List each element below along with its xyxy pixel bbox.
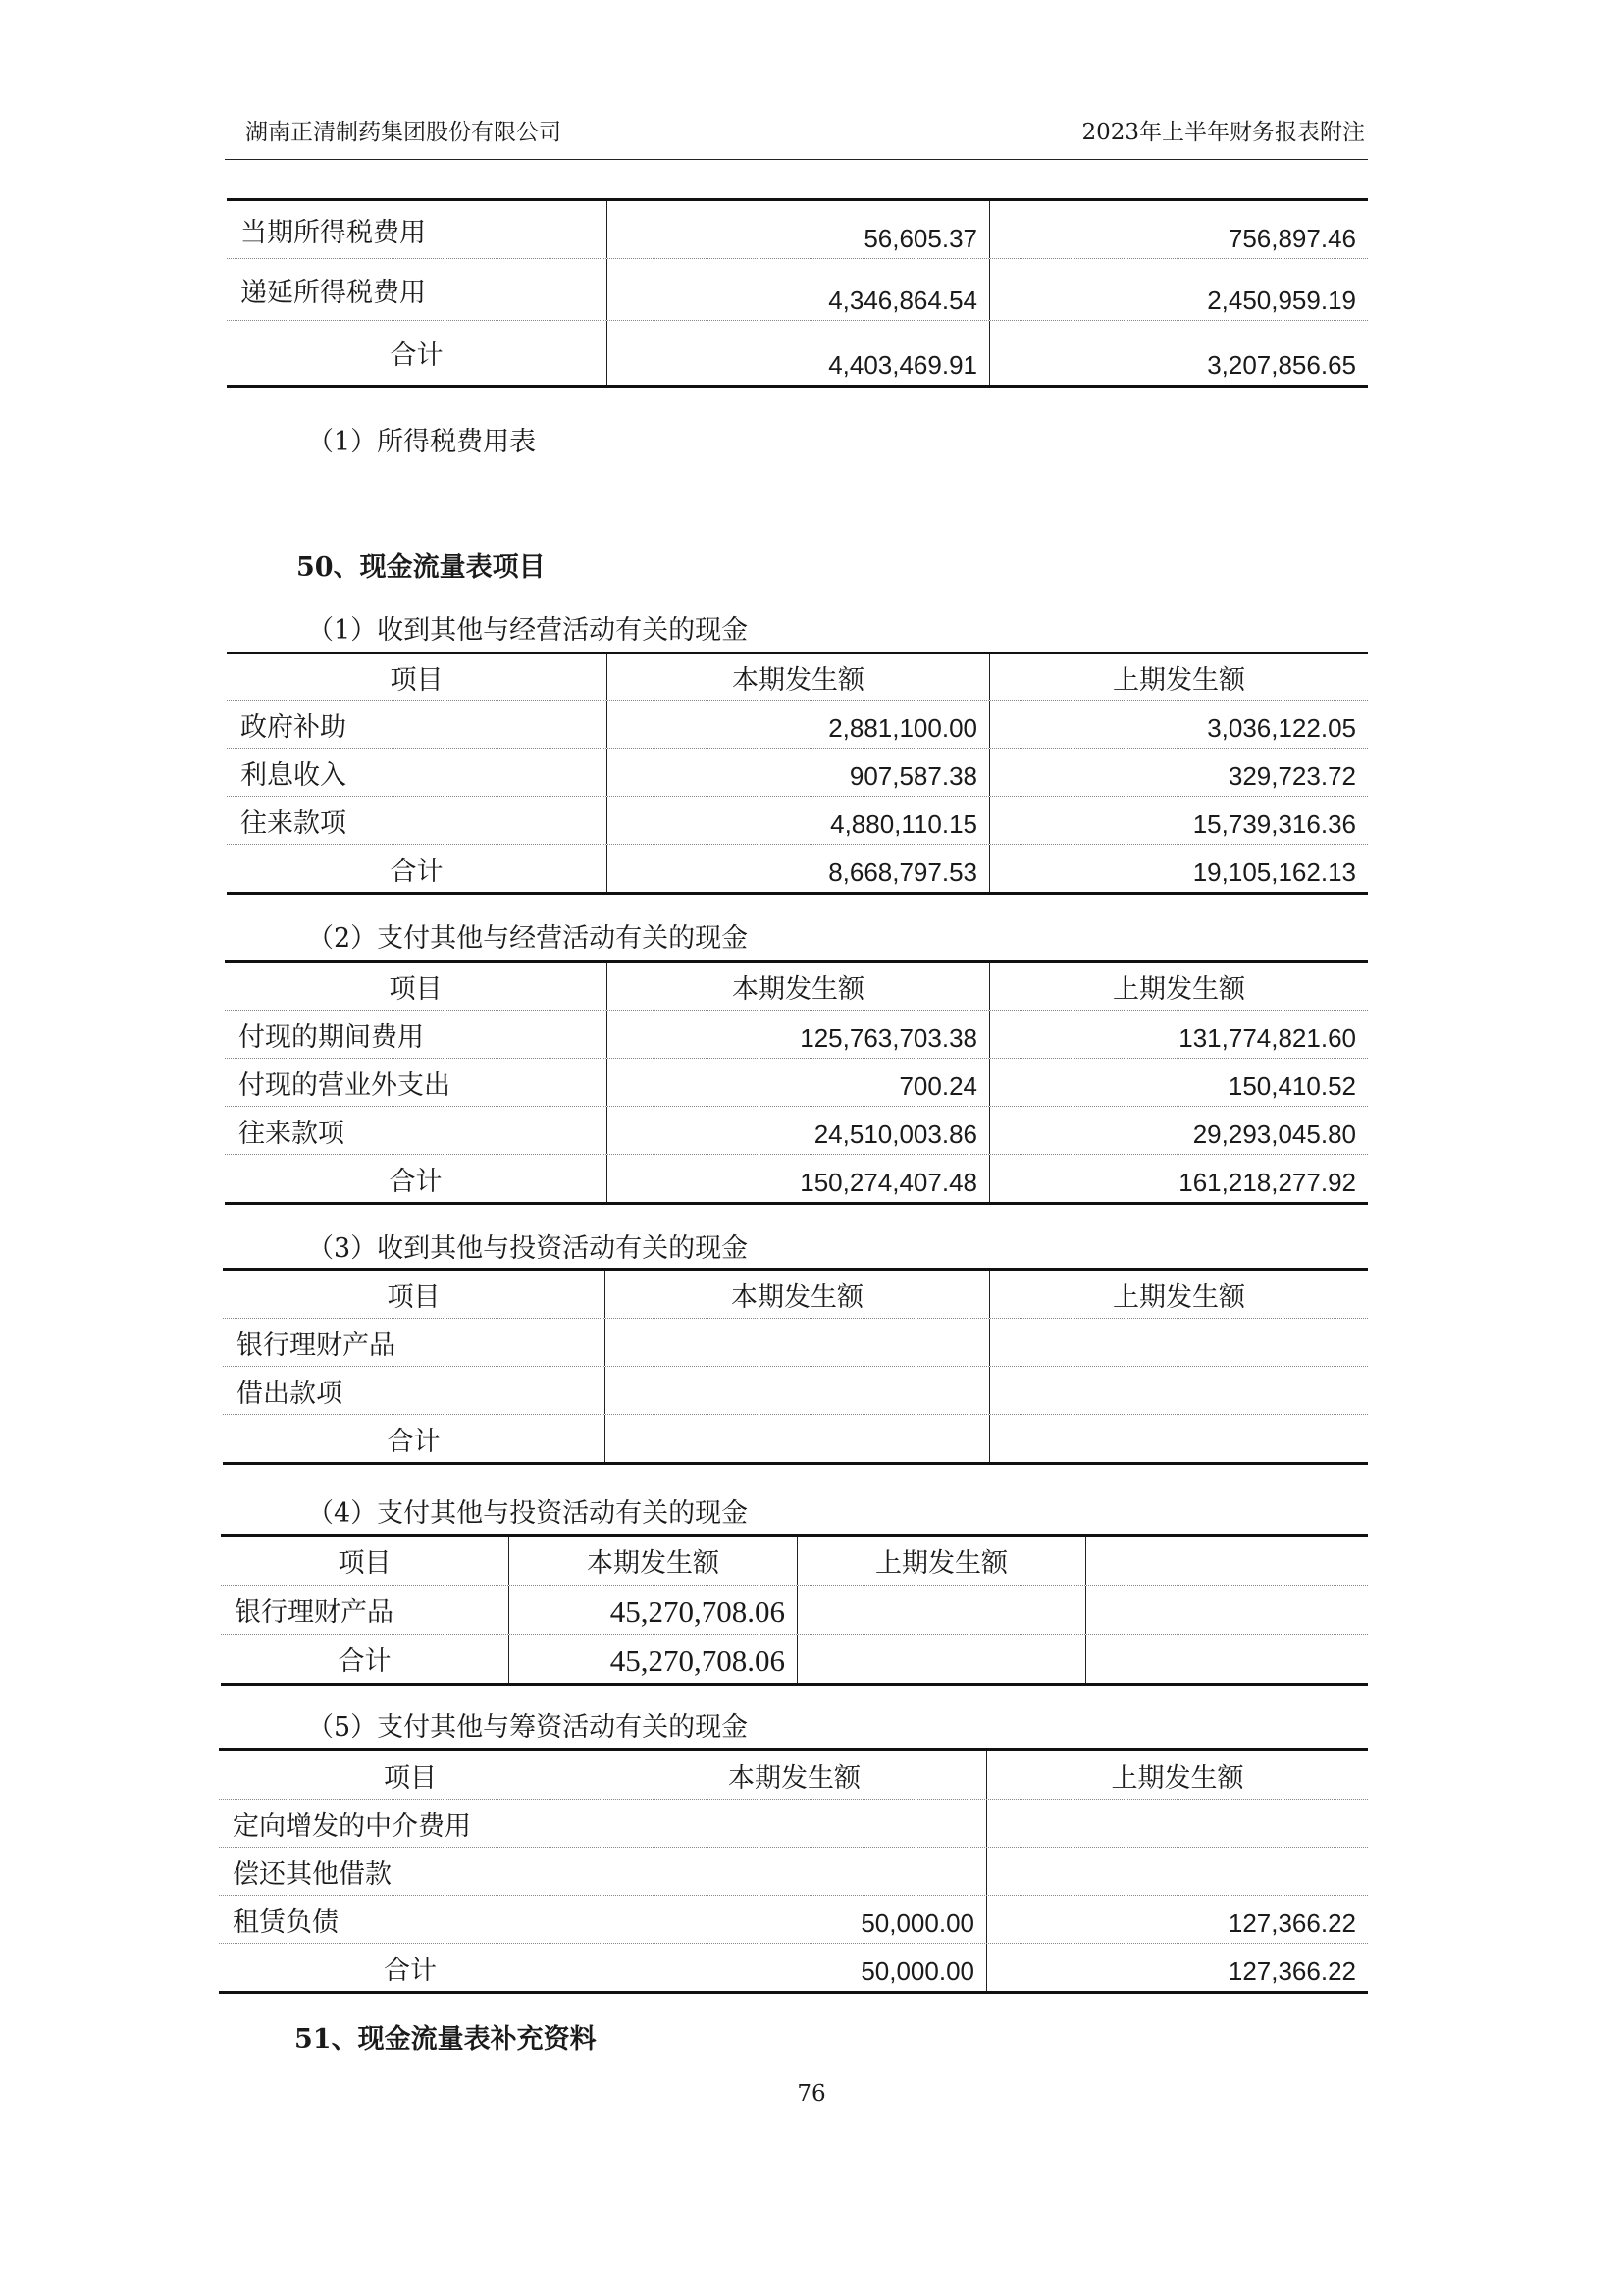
table-row <box>223 1319 1368 1367</box>
row-label: 利息收入 <box>240 759 346 791</box>
table-row <box>225 1011 1368 1059</box>
company-name: 湖南正清制药集团股份有限公司 <box>245 120 561 145</box>
row-label: 政府补助 <box>240 711 346 743</box>
current-value <box>604 1415 989 1462</box>
col-header-current: 本期发生额 <box>604 1271 989 1318</box>
table-header-row <box>227 654 1368 701</box>
row-label: 合计 <box>390 856 444 887</box>
prior-value: 3,207,856.65 <box>989 321 1368 385</box>
col-header-prior: 上期发生额 <box>797 1537 1085 1585</box>
header-rule <box>225 159 1368 160</box>
table-title: （3）收到其他与投资活动有关的现金 <box>307 1233 749 1264</box>
table-title: （2）支付其他与经营活动有关的现金 <box>307 923 749 954</box>
table-row-total <box>227 321 1368 385</box>
current-value <box>604 1367 989 1414</box>
row-label: 合计 <box>389 1166 443 1197</box>
table-row <box>221 1586 1368 1635</box>
row-label: 偿还其他借款 <box>233 1858 392 1890</box>
prior-value <box>986 1848 1368 1895</box>
row-label: 递延所得税费用 <box>240 277 426 308</box>
table-row <box>225 1059 1368 1107</box>
cash-flow-table-1 <box>227 652 1368 895</box>
prior-value <box>797 1586 1085 1634</box>
prior-value: 19,105,162.13 <box>989 845 1368 892</box>
empty-column <box>1085 1537 1368 1585</box>
row-label: 银行理财产品 <box>235 1597 393 1628</box>
prior-value <box>986 1800 1368 1847</box>
table-row-total <box>223 1415 1368 1462</box>
empty-cell <box>1085 1635 1368 1683</box>
prior-value: 3,036,122.05 <box>989 701 1368 748</box>
prior-value: 131,774,821.60 <box>989 1011 1368 1058</box>
prior-value <box>797 1635 1085 1683</box>
current-value: 50,000.00 <box>602 1896 986 1943</box>
table-row <box>227 201 1368 259</box>
prior-value: 127,366.22 <box>986 1896 1368 1943</box>
table-row-total <box>219 1944 1368 1991</box>
table-row-total <box>225 1155 1368 1202</box>
page-number: 76 <box>797 2081 826 2107</box>
report-title: 2023年上半年财务报表附注 <box>1081 120 1365 145</box>
row-label: 合计 <box>390 340 444 371</box>
col-header-item: 项目 <box>384 1762 437 1794</box>
prior-value: 161,218,277.92 <box>989 1155 1368 1202</box>
cash-flow-table-5 <box>219 1748 1368 1994</box>
table-row-total <box>227 845 1368 892</box>
current-value: 907,587.38 <box>606 749 989 796</box>
current-value: 4,403,469.91 <box>606 321 989 385</box>
prior-value: 127,366.22 <box>986 1944 1368 1991</box>
prior-value: 150,410.52 <box>989 1059 1368 1106</box>
col-header-prior: 上期发生额 <box>986 1751 1368 1799</box>
current-value: 45,270,708.06 <box>508 1635 797 1683</box>
prior-value <box>989 1415 1368 1462</box>
cash-flow-table-2 <box>225 960 1368 1205</box>
tax-expense-subtitle: （1）所得税费用表 <box>307 427 537 457</box>
current-value <box>602 1800 986 1847</box>
cash-flow-table-4 <box>221 1534 1368 1686</box>
table-header-row <box>225 963 1368 1011</box>
prior-value: 756,897.46 <box>989 201 1368 258</box>
current-value: 56,605.37 <box>606 201 989 258</box>
current-value: 4,346,864.54 <box>606 259 989 320</box>
table-row <box>219 1800 1368 1848</box>
row-label: 银行理财产品 <box>236 1330 395 1361</box>
row-label: 定向增发的中介费用 <box>233 1810 471 1842</box>
table-row <box>227 259 1368 321</box>
row-label: 往来款项 <box>240 808 346 839</box>
row-label: 当期所得税费用 <box>240 217 426 248</box>
row-label: 合计 <box>387 1426 441 1457</box>
row-label: 付现的营业外支出 <box>238 1070 450 1101</box>
current-value: 125,763,703.38 <box>606 1011 989 1058</box>
current-value: 50,000.00 <box>602 1944 986 1991</box>
cash-flow-table-3 <box>223 1268 1368 1465</box>
current-value: 150,274,407.48 <box>606 1155 989 1202</box>
col-header-item: 项目 <box>390 664 444 696</box>
row-label: 合计 <box>338 1646 392 1677</box>
col-header-item: 项目 <box>387 1281 441 1313</box>
table-row <box>223 1367 1368 1415</box>
col-header-current: 本期发生额 <box>606 963 989 1010</box>
section-title: 51、现金流量表补充资料 <box>294 2024 597 2055</box>
table-row <box>225 1107 1368 1155</box>
table-header-row <box>223 1271 1368 1319</box>
col-header-prior: 上期发生额 <box>989 654 1368 700</box>
current-value: 4,880,110.15 <box>606 797 989 844</box>
row-label: 付现的期间费用 <box>238 1021 424 1053</box>
col-header-item: 项目 <box>389 973 443 1005</box>
prior-value <box>989 1367 1368 1414</box>
income-tax-table <box>227 198 1368 388</box>
current-value: 45,270,708.06 <box>508 1586 797 1634</box>
table-title: （4）支付其他与投资活动有关的现金 <box>307 1498 749 1529</box>
prior-value: 329,723.72 <box>989 749 1368 796</box>
current-value <box>604 1319 989 1366</box>
table-row <box>227 701 1368 749</box>
table-title: （5）支付其他与筹资活动有关的现金 <box>307 1712 749 1743</box>
table-row-total <box>221 1635 1368 1683</box>
table-row <box>227 797 1368 845</box>
table-title: （1）收到其他与经营活动有关的现金 <box>307 615 749 646</box>
row-label: 租赁负债 <box>233 1906 339 1938</box>
current-value: 2,881,100.00 <box>606 701 989 748</box>
row-label: 往来款项 <box>238 1118 344 1149</box>
table-header-row <box>219 1751 1368 1800</box>
current-value <box>602 1848 986 1895</box>
col-header-prior: 上期发生额 <box>989 963 1368 1010</box>
prior-value <box>989 1319 1368 1366</box>
row-label: 合计 <box>384 1955 437 1986</box>
prior-value: 2,450,959.19 <box>989 259 1368 320</box>
current-value: 24,510,003.86 <box>606 1107 989 1154</box>
section-title: 50、现金流量表项目 <box>296 552 546 583</box>
current-value: 700.24 <box>606 1059 989 1106</box>
col-header-prior: 上期发生额 <box>989 1271 1368 1318</box>
col-header-item: 项目 <box>338 1548 392 1579</box>
current-value: 8,668,797.53 <box>606 845 989 892</box>
col-header-current: 本期发生额 <box>602 1751 986 1799</box>
table-header-row <box>221 1537 1368 1586</box>
prior-value: 29,293,045.80 <box>989 1107 1368 1154</box>
col-header-current: 本期发生额 <box>508 1537 797 1585</box>
empty-cell <box>1085 1586 1368 1634</box>
table-row <box>219 1848 1368 1896</box>
table-row <box>227 749 1368 797</box>
col-header-current: 本期发生额 <box>606 654 989 700</box>
row-label: 借出款项 <box>236 1378 342 1409</box>
prior-value: 15,739,316.36 <box>989 797 1368 844</box>
table-row <box>219 1896 1368 1944</box>
